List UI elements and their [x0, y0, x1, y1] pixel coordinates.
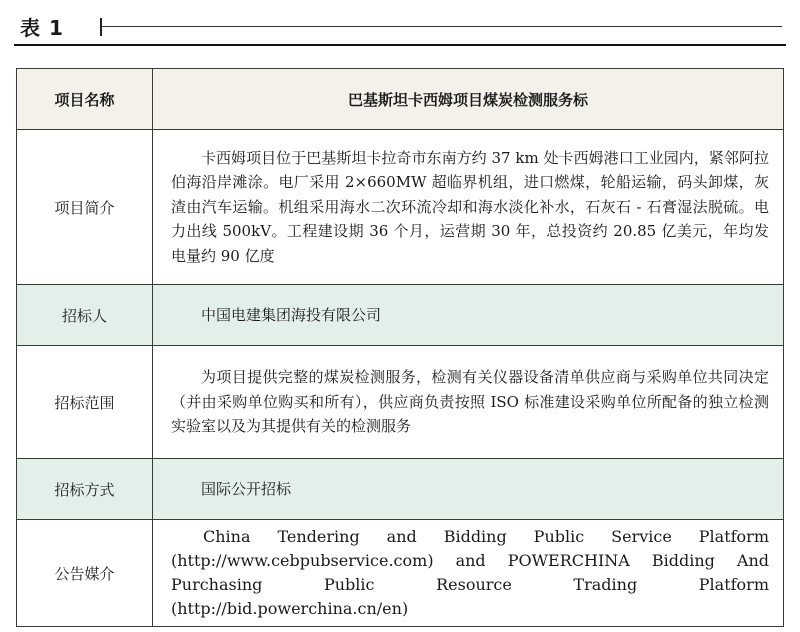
row-label-bid-method: 招标方式	[17, 459, 153, 520]
row-value-bidder: 中国电建集团海投有限公司	[153, 285, 784, 346]
table-caption	[14, 10, 786, 46]
table-row	[17, 285, 784, 346]
row-label-bid-scope: 招标范围	[17, 346, 153, 459]
table-row	[17, 346, 784, 459]
table-header-row	[17, 69, 784, 130]
project-info-table	[16, 68, 784, 627]
caption-rule	[14, 44, 786, 46]
caption-line	[102, 26, 782, 27]
row-value-bid-scope: 为项目提供完整的煤炭检测服务，检测有关仪器设备清单供应商与采购单位共同决定（并由采购单位购买和所有），供应商负责按照 ISO 标准建设采购单位所配备的独立检测实验室以及为其提供有关的检测服务	[153, 346, 784, 459]
header-label-cell: 项目名称	[17, 69, 153, 130]
table-row	[17, 520, 784, 627]
row-label-project-intro: 项目简介	[17, 130, 153, 285]
table-row	[17, 459, 784, 520]
row-label-announcement-media: 公告媒介	[17, 520, 153, 627]
table-caption-label: 表 1	[20, 16, 64, 40]
row-value-project-intro: 卡西姆项目位于巴基斯坦卡拉奇市东南方约 37 km 处卡西姆港口工业园内，紧邻阿拉伯海沿岸滩涂。电厂采用 2×660MW 超临界机组，进口燃煤，轮船运输，码头卸煤，灰渣由汽车运输。机组采用海水二次环流冷却和海水淡化补水，石灰石 - 石膏湿法脱硫。电力出线 500kV。工程建设期 36 个月，运营期 30 年，总投资约 20.85 亿美元，年均发电量约 90 亿度	[153, 130, 784, 285]
table-row	[17, 130, 784, 285]
header-value-cell: 巴基斯坦卡西姆项目煤炭检测服务标	[153, 69, 784, 130]
row-value-announcement-media: China Tendering and Bidding Public Service Platform (http://www.cebpubservice.com) and POWERCHINA Bidding And Purchasing Public Resource Trading Platform (http://bid.powerchina.cn/en)	[153, 520, 784, 627]
caption-tick-mark	[100, 18, 102, 36]
row-label-bidder: 招标人	[17, 285, 153, 346]
row-value-bid-method: 国际公开招标	[153, 459, 784, 520]
